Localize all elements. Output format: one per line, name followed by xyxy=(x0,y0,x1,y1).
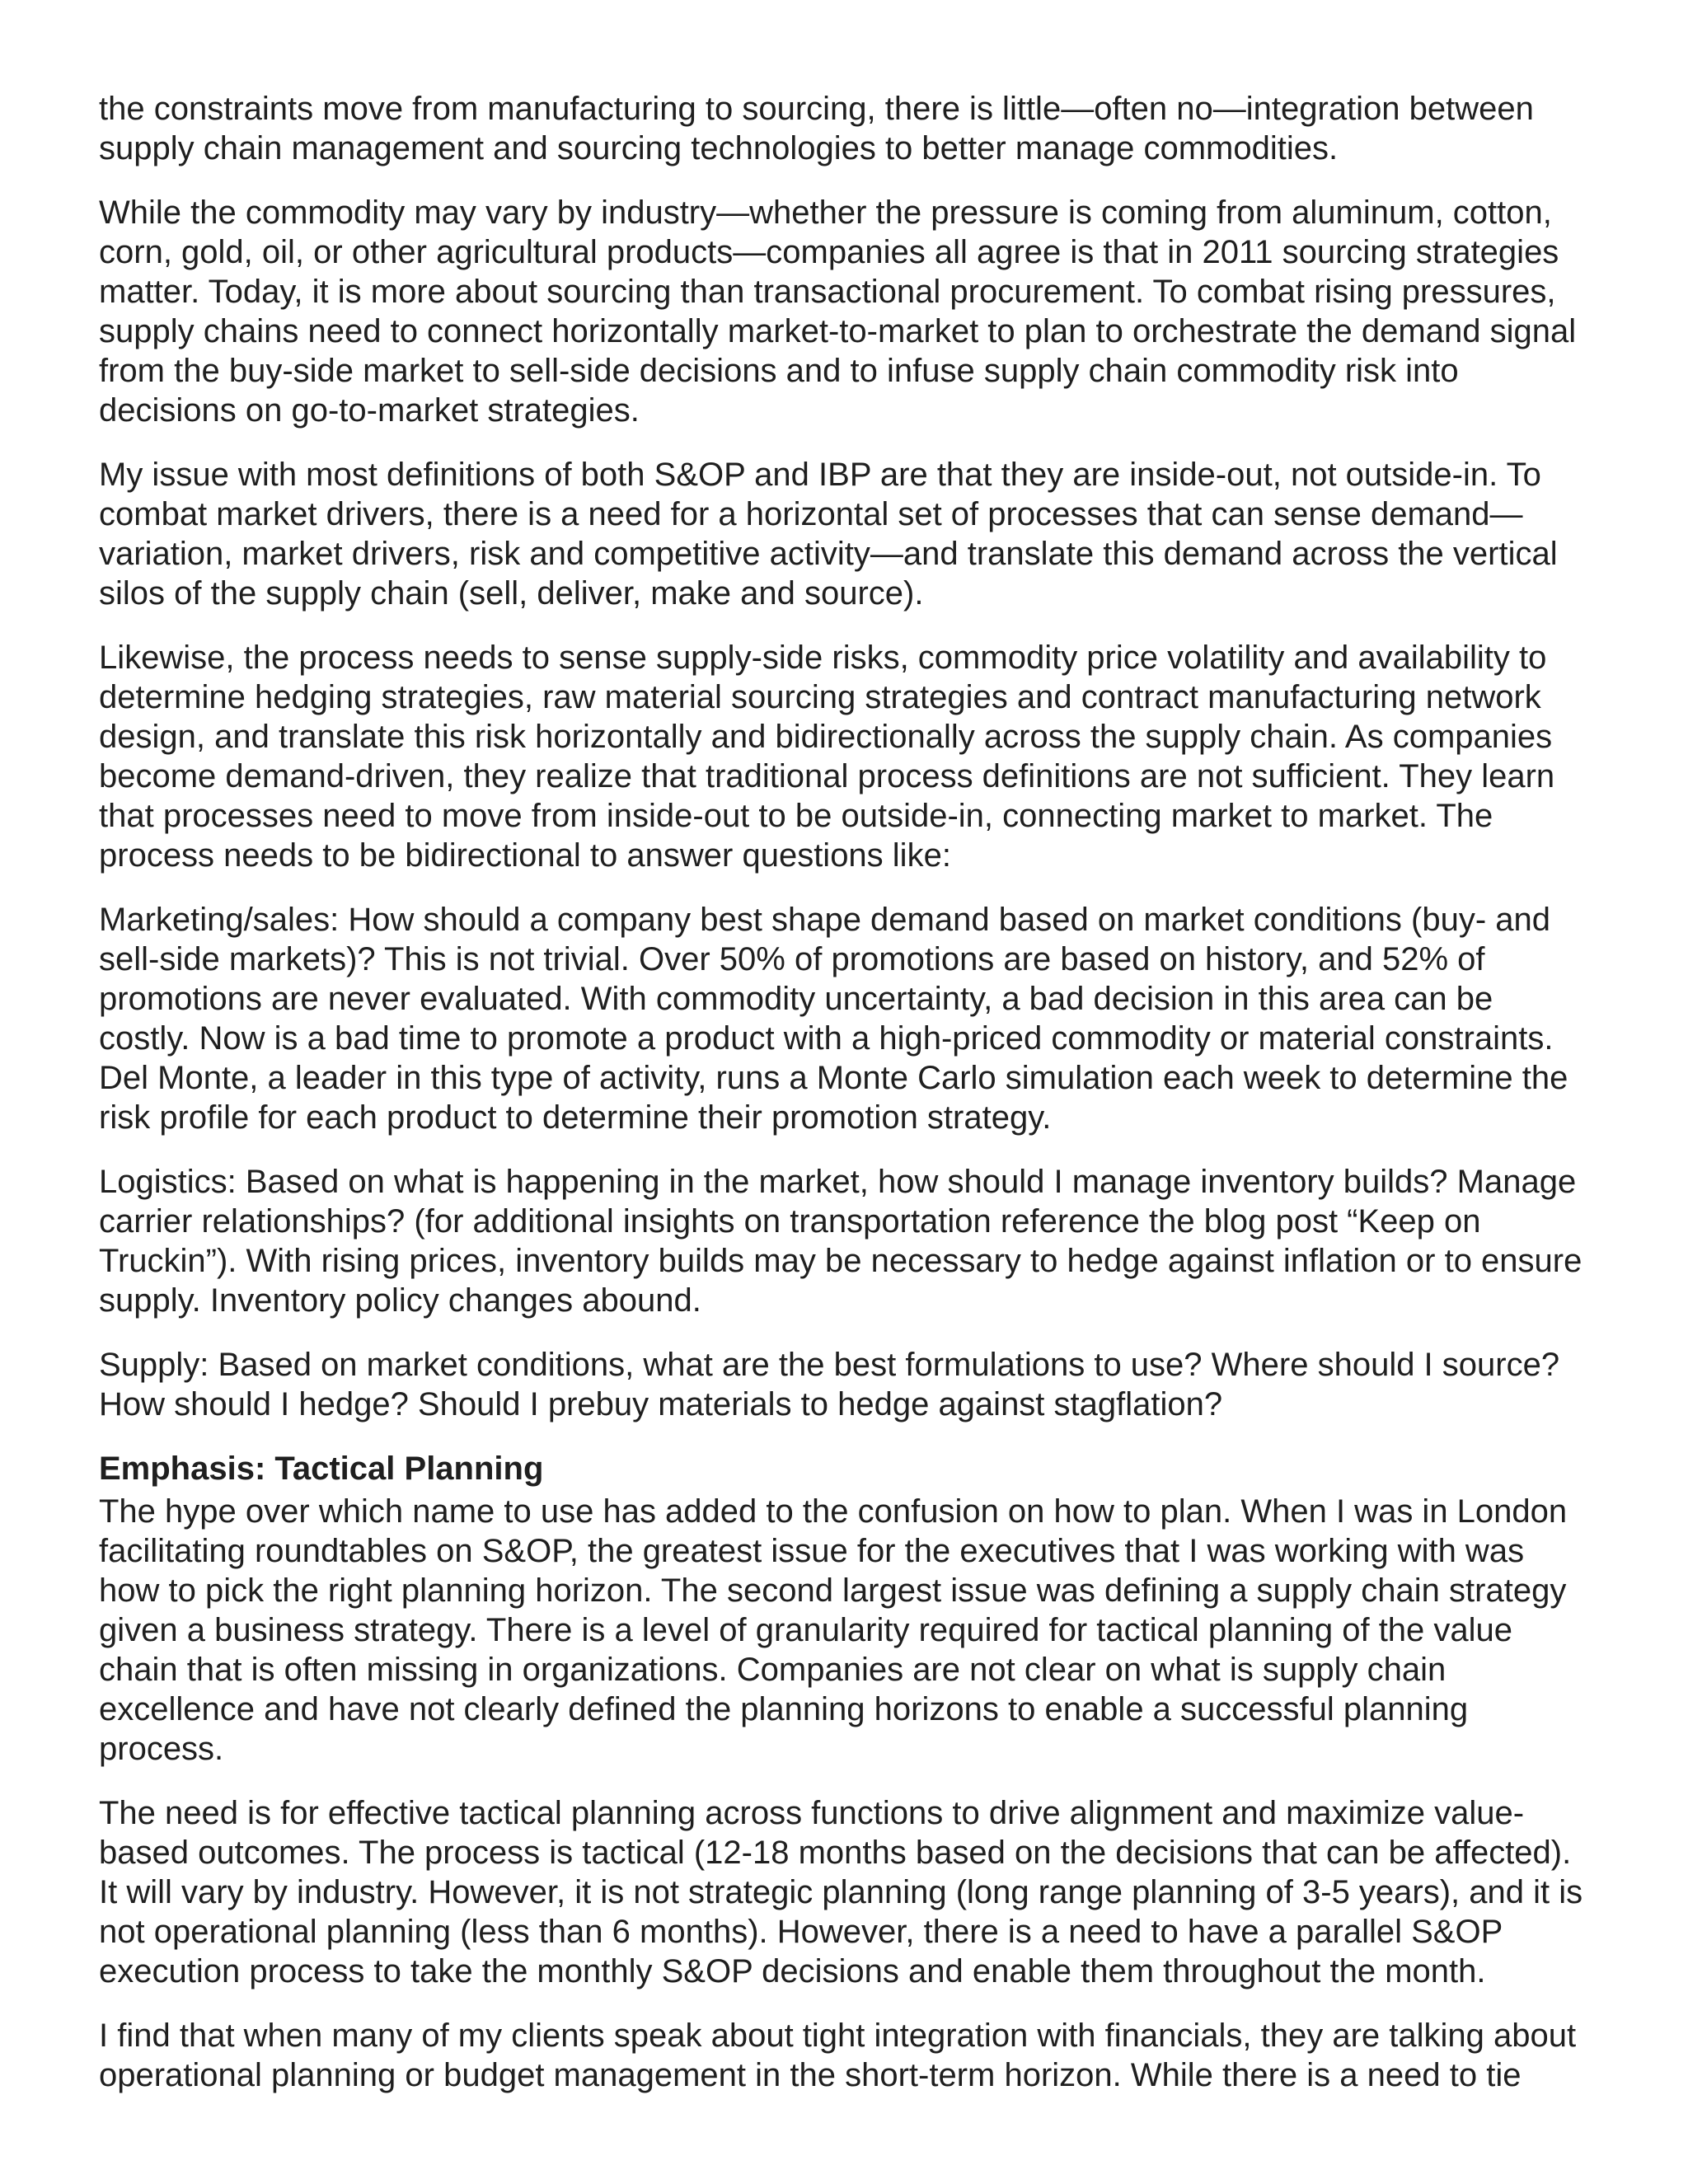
section-heading: Emphasis: Tactical Planning xyxy=(99,1451,544,1487)
paragraph-tactical-planning: The need is for effective tactical planning across functions to drive alignment and maximize value-based outcomes. The process is tactical (12-18 months based on the decisions that can be affected). It will vary by industry. However, it is not strategic planning (long range planning of 3-5 years), and it is not operational planning (less than 6 months). However, there is a need to have a parallel S&OP execution process to take the monthly S&OP decisions and enable them throughout the month. xyxy=(99,1795,1583,1990)
paragraph-commodity: While the commodity may vary by industry—whether the pressure is coming from aluminum, cotton, corn, gold, oil, or other agricultural products—companies all agree is that in 2011 sourcing strategies matter. Today, it is more about sourcing than transactional procurement. To combat rising pressures, supply chains need to connect horizontally market-to-market to plan to orchestrate the demand signal from the buy-side market to sell-side decisions and to infuse supply chain commodity risk into decisions on go-to-market strategies. xyxy=(99,194,1577,429)
paragraph-definitions: My issue with most definitions of both S&OP and IBP are that they are inside-out, not outside-in. To combat market drivers, there is a need for a horizontal set of processes that can sense demand—variation, market drivers, risk and competitive activity—and translate this demand across the vertical silos of the supply chain (sell, deliver, make and source). xyxy=(99,457,1558,612)
paragraph-hype: The hype over which name to use has added to the confusion on how to plan. When I was in London facilitating roundtables on S&OP, the greatest issue for the executives that I was working with was how to pick the right planning horizon. The second largest issue was defining a supply chain strategy given a business strategy. There is a level of granularity required for tactical planning of the value chain that is often missing in organizations. Companies are not clear on what is supply chain excellence and have not clearly defined the planning horizons to enable a successful planning process. xyxy=(99,1493,1568,1767)
paragraph-marketing-sales: Marketing/sales: How should a company best shape demand based on market conditions (buy- and sell-side markets)? This is not trivial. Over 50% of promotions are based on history, and 52% of promotions are never evaluated. With commodity uncertainty, a bad decision in this area can be costly. Now is a bad time to promote a product with a high-priced commodity or material constraints. Del Monte, a leader in this type of activity, runs a Monte Carlo simulation each week to determine the risk profile for each product to determine their promotion strategy. xyxy=(99,902,1568,1136)
paragraph-financial-integration: I find that when many of my clients speak about tight integration with financials, they are talking about operational planning or budget management in the short-term horizon. While there is a need to tie xyxy=(99,2018,1577,2093)
paragraph-constraints: the constraints move from manufacturing to sourcing, there is little—often no—integration between supply chain management and sourcing technologies to better manage commodities. xyxy=(99,91,1534,166)
paragraph-logistics: Logistics: Based on what is happening in the market, how should I manage inventory builds? Manage carrier relationships? (for additional insights on transportation reference the blog post “Keep on Truckin”). With rising prices, inventory builds may be necessary to hedge against inflation or to ensure supply. Inventory policy changes abound. xyxy=(99,1164,1582,1319)
paragraph-supply-side-risks: Likewise, the process needs to sense supply-side risks, commodity price volatility and availability to determine hedging strategies, raw material sourcing strategies and contract manufacturing network design, and translate this risk horizontally and bidirectionally across the supply chain. As companies become demand-driven, they realize that traditional process definitions are not sufficient. They learn that processes need to move from inside-out to be outside-in, connecting market to market. The process needs to be bidirectional to answer questions like: xyxy=(99,640,1555,874)
paragraph-supply: Supply: Based on market conditions, what are the best formulations to use? Where should I source? How should I hedge? Should I prebuy materials to hedge against stagflation? xyxy=(99,1347,1560,1422)
